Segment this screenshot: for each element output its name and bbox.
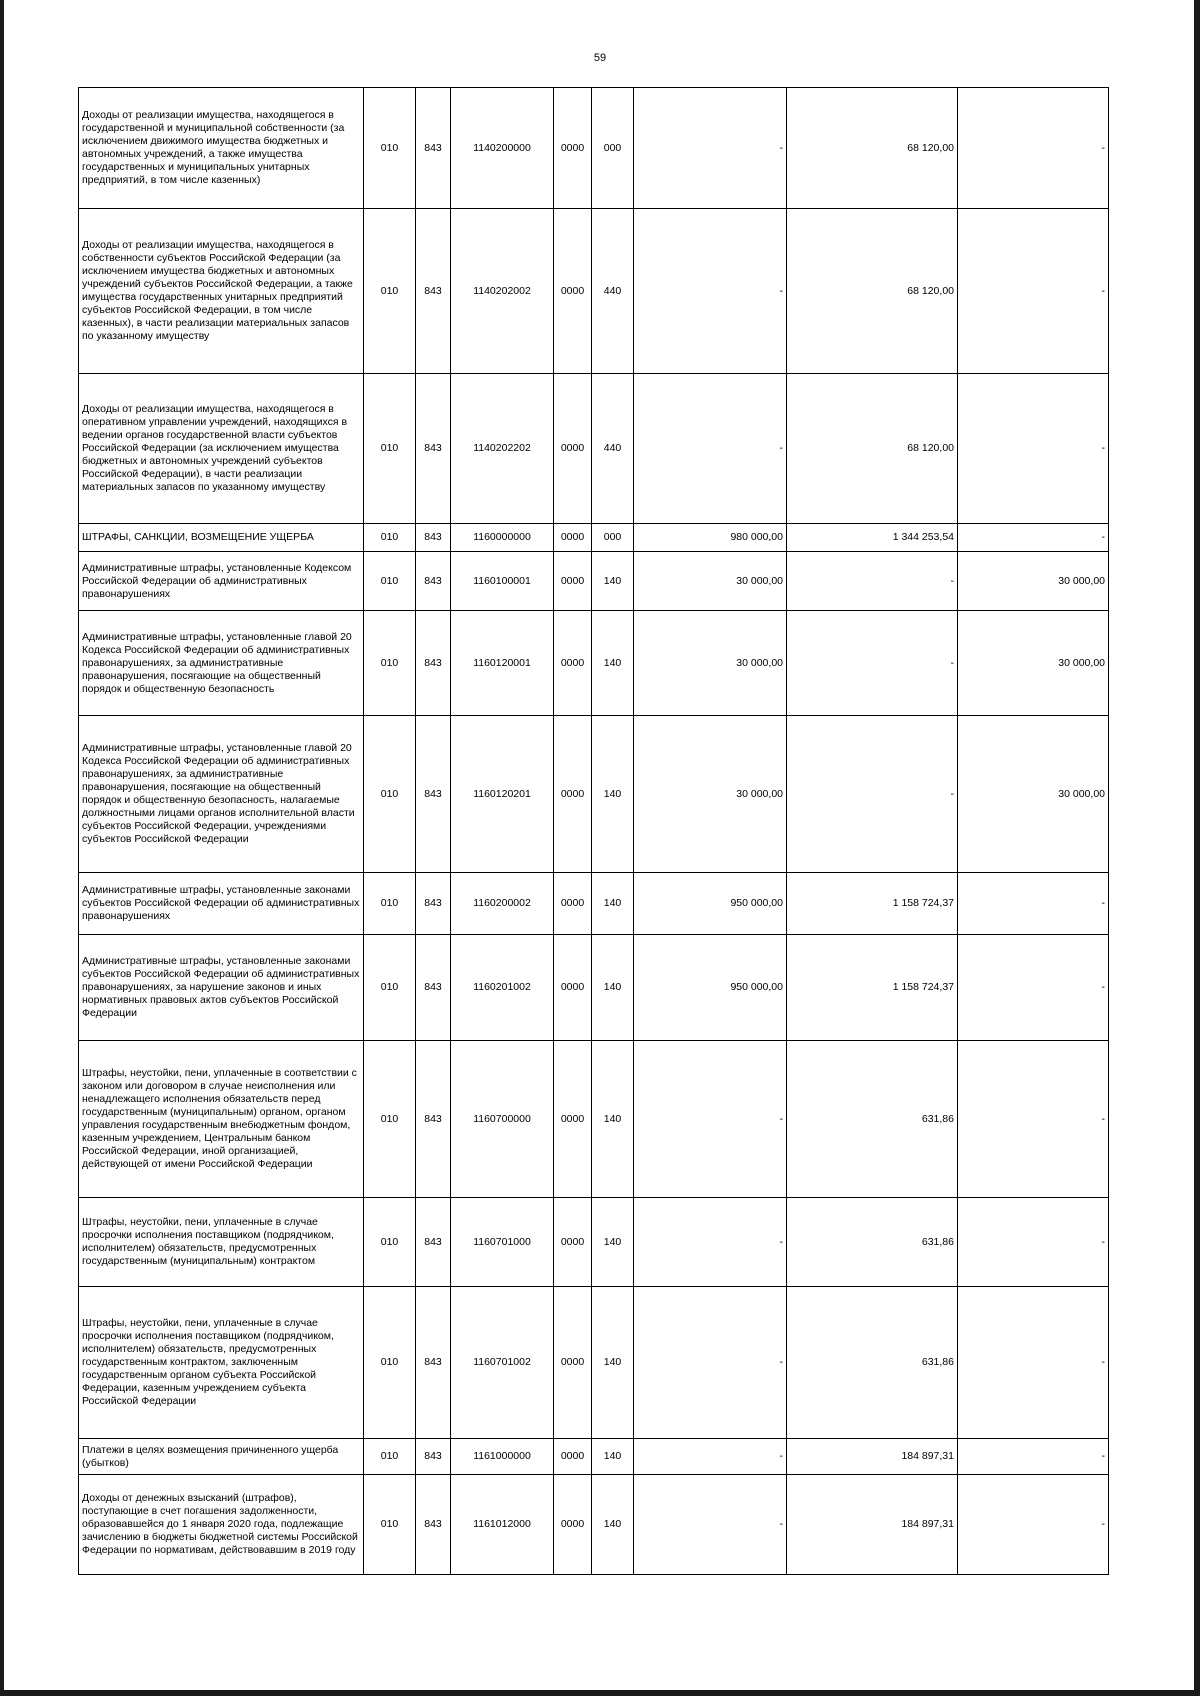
row-code-4: 0000 — [554, 716, 592, 873]
row-name: Административные штрафы, установленные главой 20 Кодекса Российской Федерации об административных правонарушениях, за административные правонарушения, посягающие на общественный порядок и общественную безопасность — [79, 611, 364, 716]
row-code-3: 1160120001 — [451, 611, 554, 716]
row-code-5: 140 — [592, 716, 634, 873]
row-code-2: 843 — [416, 1439, 451, 1475]
row-name: Административные штрафы, установленные главой 20 Кодекса Российской Федерации об административных правонарушениях, за административные правонарушения, посягающие на общественный порядок и общественную безопасность, налагаемые должностными лицами органов исполнительной власти субъектов Российской Федерации, учреждениями субъектов Российской Федерации — [79, 716, 364, 873]
row-value-3: - — [958, 1439, 1109, 1475]
row-code-4: 0000 — [554, 1475, 592, 1575]
row-code-5: 140 — [592, 1198, 634, 1287]
row-value-3: - — [958, 873, 1109, 935]
row-value-1: - — [634, 1475, 787, 1575]
table-row — [79, 935, 1109, 1041]
row-value-2: 1 344 253,54 — [787, 524, 958, 552]
row-code-5: 140 — [592, 1475, 634, 1575]
table-row — [79, 1041, 1109, 1198]
table-row — [79, 552, 1109, 611]
row-value-2: 184 897,31 — [787, 1475, 958, 1575]
row-value-3: 30 000,00 — [958, 716, 1109, 873]
row-code-1: 010 — [364, 1198, 416, 1287]
row-code-2: 843 — [416, 873, 451, 935]
row-code-2: 843 — [416, 552, 451, 611]
row-code-5: 140 — [592, 611, 634, 716]
row-name: Платежи в целях возмещения причиненного ущерба (убытков) — [79, 1439, 364, 1475]
row-code-3: 1160000000 — [451, 524, 554, 552]
row-value-3: - — [958, 524, 1109, 552]
table-row — [79, 88, 1109, 209]
page-number: 59 — [593, 52, 607, 64]
row-value-1: 950 000,00 — [634, 935, 787, 1041]
row-value-3: - — [958, 88, 1109, 209]
row-name: Административные штрафы, установленные Кодексом Российской Федерации об административных правонарушениях — [79, 552, 364, 611]
table-row — [79, 611, 1109, 716]
row-code-2: 843 — [416, 524, 451, 552]
row-value-2: 68 120,00 — [787, 209, 958, 374]
table-row — [79, 524, 1109, 552]
row-code-1: 010 — [364, 209, 416, 374]
table-row — [79, 1198, 1109, 1287]
row-value-3: - — [958, 935, 1109, 1041]
row-value-1: 950 000,00 — [634, 873, 787, 935]
row-code-3: 1160100001 — [451, 552, 554, 611]
row-code-3: 1160200002 — [451, 873, 554, 935]
row-value-2: - — [787, 611, 958, 716]
row-name: Доходы от реализации имущества, находящегося в государственной и муниципальной собственности (за исключением движимого имущества бюджетных и автономных учреждений, а также имущества государственных и муниципальных унитарных предприятий, в том числе казенных) — [79, 88, 364, 209]
row-value-1: 30 000,00 — [634, 611, 787, 716]
row-value-3: 30 000,00 — [958, 611, 1109, 716]
row-code-1: 010 — [364, 1287, 416, 1439]
row-value-3: 30 000,00 — [958, 552, 1109, 611]
row-name: Административные штрафы, установленные законами субъектов Российской Федерации об административных правонарушениях — [79, 873, 364, 935]
row-value-1: - — [634, 1041, 787, 1198]
row-code-3: 1140202002 — [451, 209, 554, 374]
row-value-1: 980 000,00 — [634, 524, 787, 552]
row-code-3: 1160120201 — [451, 716, 554, 873]
row-code-4: 0000 — [554, 209, 592, 374]
row-value-1: - — [634, 1287, 787, 1439]
row-code-2: 843 — [416, 1041, 451, 1198]
row-code-3: 1140200000 — [451, 88, 554, 209]
row-value-1: - — [634, 209, 787, 374]
table-row — [79, 209, 1109, 374]
row-code-4: 0000 — [554, 552, 592, 611]
row-code-1: 010 — [364, 1439, 416, 1475]
row-code-5: 140 — [592, 552, 634, 611]
row-value-2: 68 120,00 — [787, 374, 958, 524]
row-code-4: 0000 — [554, 873, 592, 935]
row-name: Доходы от реализации имущества, находящегося в оперативном управлении учреждений, находящихся в ведении органов государственной власти субъектов Российской Федерации (за исключением имущества бюджетных и автономных учреждений субъектов Российской Федерации), в части реализации материальных запасов по указанному имуществу — [79, 374, 364, 524]
row-code-5: 140 — [592, 935, 634, 1041]
table-row — [79, 873, 1109, 935]
row-value-2: 68 120,00 — [787, 88, 958, 209]
row-value-2: 1 158 724,37 — [787, 873, 958, 935]
row-name: Административные штрафы, установленные законами субъектов Российской Федерации об административных правонарушениях, за нарушение законов и иных нормативных правовых актов субъектов Российской Федерации — [79, 935, 364, 1041]
row-value-2: - — [787, 552, 958, 611]
row-code-1: 010 — [364, 524, 416, 552]
row-code-4: 0000 — [554, 1198, 592, 1287]
row-code-1: 010 — [364, 1041, 416, 1198]
row-value-3: - — [958, 374, 1109, 524]
row-code-2: 843 — [416, 716, 451, 873]
row-code-5: 140 — [592, 1041, 634, 1198]
row-code-2: 843 — [416, 935, 451, 1041]
row-code-2: 843 — [416, 374, 451, 524]
row-value-2: 631,86 — [787, 1041, 958, 1198]
row-code-2: 843 — [416, 1287, 451, 1439]
row-code-5: 140 — [592, 1287, 634, 1439]
row-code-3: 1160701000 — [451, 1198, 554, 1287]
row-code-5: 140 — [592, 1439, 634, 1475]
row-code-4: 0000 — [554, 88, 592, 209]
table-row — [79, 716, 1109, 873]
row-code-5: 440 — [592, 209, 634, 374]
row-code-5: 000 — [592, 88, 634, 209]
row-code-2: 843 — [416, 611, 451, 716]
row-name: Доходы от денежных взысканий (штрафов), поступающие в счет погашения задолженности, образовавшейся до 1 января 2020 года, подлежащие зачислению в бюджеты бюджетной системы Российской Федерации по нормативам, действовавшим в 2019 году — [79, 1475, 364, 1575]
row-value-1: - — [634, 88, 787, 209]
row-code-3: 1160700000 — [451, 1041, 554, 1198]
row-code-1: 010 — [364, 552, 416, 611]
table-row — [79, 1475, 1109, 1575]
table-row — [79, 1439, 1109, 1475]
row-code-4: 0000 — [554, 1041, 592, 1198]
row-code-5: 000 — [592, 524, 634, 552]
row-code-3: 1140202202 — [451, 374, 554, 524]
row-name: Штрафы, неустойки, пени, уплаченные в соответствии с законом или договором в случае неисполнения или ненадлежащего исполнения обязательств перед государственным (муниципальным) органом, органом управления государственным внебюджетным фондом, казенным учреждением, Центральным банком Российской Федерации, иной организацией, действующей от имени Российской Федерации — [79, 1041, 364, 1198]
row-code-4: 0000 — [554, 1287, 592, 1439]
row-value-2: 631,86 — [787, 1198, 958, 1287]
row-value-2: 184 897,31 — [787, 1439, 958, 1475]
row-code-5: 140 — [592, 873, 634, 935]
row-value-3: - — [958, 1198, 1109, 1287]
row-value-2: 1 158 724,37 — [787, 935, 958, 1041]
row-code-4: 0000 — [554, 611, 592, 716]
table-row — [79, 374, 1109, 524]
row-code-1: 010 — [364, 1475, 416, 1575]
row-name: Доходы от реализации имущества, находящегося в собственности субъектов Российской Федерации (за исключением имущества бюджетных и автономных учреждений субъектов Российской Федерации, а также имущества государственных унитарных предприятий субъектов Российской Федерации, в том числе казенных), в части реализации материальных запасов по указанному имуществу — [79, 209, 364, 374]
row-code-4: 0000 — [554, 374, 592, 524]
row-value-3: - — [958, 209, 1109, 374]
row-value-3: - — [958, 1287, 1109, 1439]
row-code-1: 010 — [364, 374, 416, 524]
row-code-3: 1161000000 — [451, 1439, 554, 1475]
row-value-3: - — [958, 1041, 1109, 1198]
row-code-1: 010 — [364, 716, 416, 873]
row-code-1: 010 — [364, 88, 416, 209]
row-code-1: 010 — [364, 611, 416, 716]
row-name: Штрафы, неустойки, пени, уплаченные в случае просрочки исполнения поставщиком (подрядчиком, исполнителем) обязательств, предусмотренных государственным (муниципальным) контрактом — [79, 1198, 364, 1287]
row-code-1: 010 — [364, 935, 416, 1041]
row-code-5: 440 — [592, 374, 634, 524]
row-value-3: - — [958, 1475, 1109, 1575]
row-code-2: 843 — [416, 1475, 451, 1575]
row-code-1: 010 — [364, 873, 416, 935]
row-code-2: 843 — [416, 209, 451, 374]
row-name: ШТРАФЫ, САНКЦИИ, ВОЗМЕЩЕНИЕ УЩЕРБА — [79, 524, 364, 552]
row-code-2: 843 — [416, 88, 451, 209]
row-value-2: 631,86 — [787, 1287, 958, 1439]
row-name: Штрафы, неустойки, пени, уплаченные в случае просрочки исполнения поставщиком (подрядчиком, исполнителем) обязательств, предусмотренных государственным контрактом, заключенным государственным органом субъекта Российской Федерации, казенным учреждением субъекта Российской Федерации — [79, 1287, 364, 1439]
row-code-4: 0000 — [554, 1439, 592, 1475]
row-code-4: 0000 — [554, 935, 592, 1041]
row-code-3: 1160201002 — [451, 935, 554, 1041]
row-value-1: - — [634, 1198, 787, 1287]
table-row — [79, 1287, 1109, 1439]
row-value-1: - — [634, 1439, 787, 1475]
row-value-1: 30 000,00 — [634, 552, 787, 611]
row-code-3: 1161012000 — [451, 1475, 554, 1575]
row-code-3: 1160701002 — [451, 1287, 554, 1439]
budget-report-table — [78, 87, 1109, 1575]
row-code-4: 0000 — [554, 524, 592, 552]
row-value-1: 30 000,00 — [634, 716, 787, 873]
row-value-2: - — [787, 716, 958, 873]
row-value-1: - — [634, 374, 787, 524]
row-code-2: 843 — [416, 1198, 451, 1287]
